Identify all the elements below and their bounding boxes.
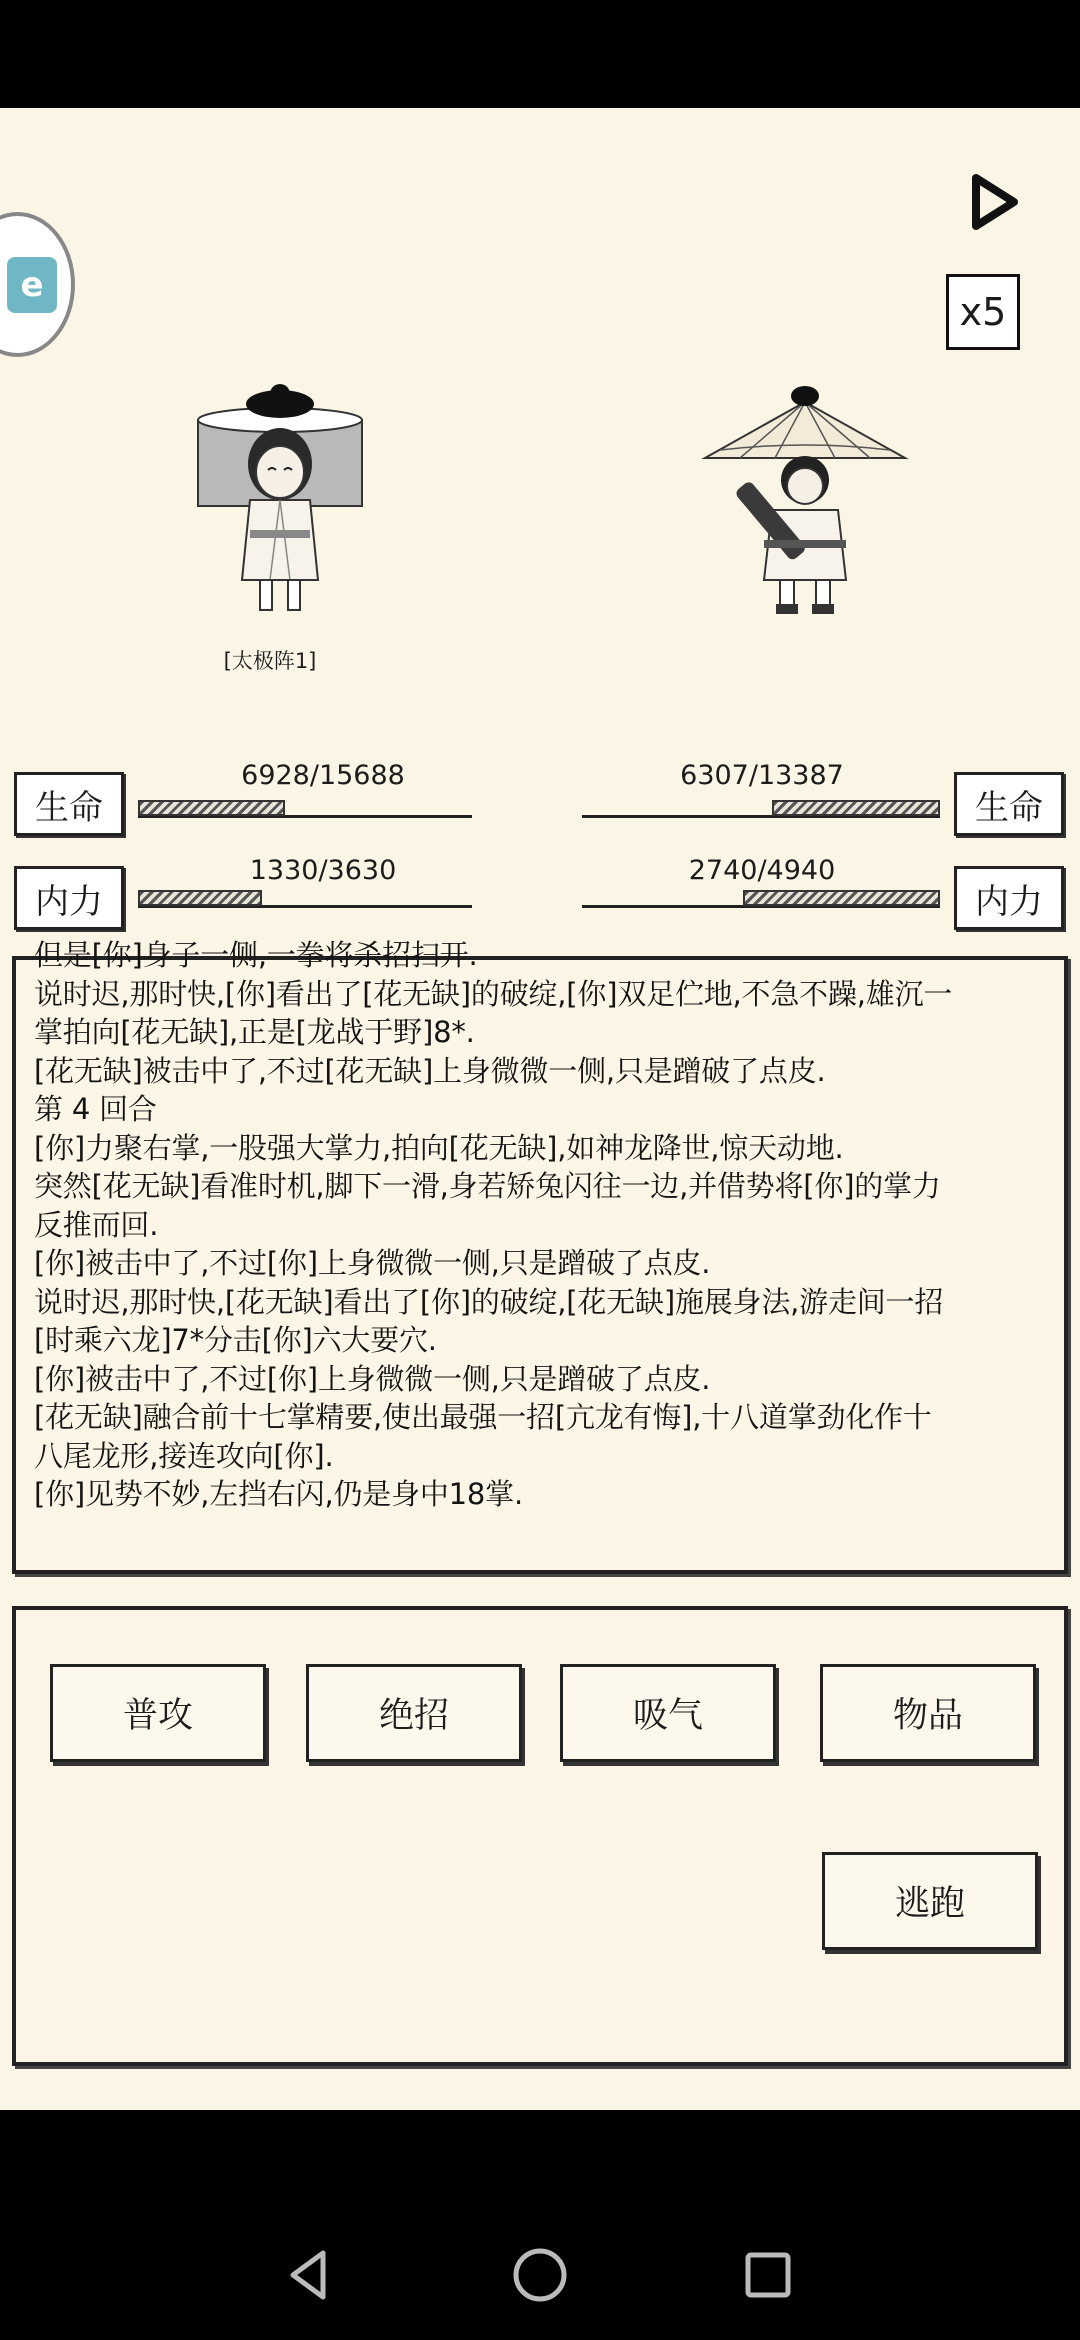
speed-toggle-button[interactable]: x5 <box>946 274 1020 350</box>
flee-button[interactable]: 逃跑 <box>822 1852 1038 1950</box>
home-icon[interactable] <box>505 2240 575 2310</box>
enemy-mp-label: 内力 <box>954 866 1064 930</box>
player-formation-label: [太极阵1] <box>223 649 317 673</box>
action-panel <box>12 1606 1068 2066</box>
log-line: 说时迟,那时快,[你]看出了[花无缺]的破绽,[你]双足伫地,不急不躁,雄沉一 <box>34 976 953 1011</box>
log-line: [你]见势不妙,左挡右闪,仍是身中18掌. <box>34 1477 523 1511</box>
log-line: 掌拍向[花无缺],正是[龙战于野]8*. <box>34 1015 475 1049</box>
player-mp-value: 1330/3630 <box>249 855 397 886</box>
player-hp-bar <box>138 800 472 818</box>
player-avatar-badge[interactable] <box>0 212 75 357</box>
attack-button[interactable]: 普攻 <box>50 1664 266 1762</box>
player-mp-label: 内力 <box>14 866 124 930</box>
breathe-button[interactable]: 吸气 <box>560 1664 776 1762</box>
status-bar <box>0 0 1080 108</box>
player-character-sprite <box>190 380 370 620</box>
recents-icon[interactable] <box>733 2240 803 2310</box>
ultimate-button[interactable]: 绝招 <box>306 1664 522 1762</box>
log-line: [你]力聚右掌,一股强大掌力,拍向[花无缺],如神龙降世,惊天动地. <box>34 1130 844 1165</box>
enemy-hp-label: 生命 <box>954 772 1064 836</box>
play-icon[interactable] <box>964 172 1024 232</box>
back-icon[interactable] <box>274 2240 344 2310</box>
enemy-mp-value: 2740/4940 <box>688 855 836 886</box>
enemy-hp-bar-fill <box>772 800 940 816</box>
log-line: 第 4 回合 <box>34 1092 157 1126</box>
player-mp-bar <box>138 890 472 908</box>
player-hp-value: 6928/15688 <box>241 760 405 791</box>
log-line: 说时迟,那时快,[花无缺]看出了[你]的破绽,[花无缺]施展身法,游走间一招 <box>34 1284 944 1319</box>
log-line: [花无缺]被击中了,不过[花无缺]上身微微一侧,只是蹭破了点皮. <box>34 1053 826 1088</box>
enemy-character-sprite <box>700 380 910 620</box>
avatar-logo-icon: e <box>7 257 57 313</box>
log-line: 八尾龙形,接连攻向[你]. <box>34 1438 334 1473</box>
log-line: 突然[花无缺]看准时机,脚下一滑,身若矫兔闪往一边,并借势将[你]的掌力 <box>34 1169 941 1203</box>
battle-log-list <box>34 936 1050 1514</box>
enemy-hp-bar <box>582 800 940 818</box>
player-hp-bar-fill <box>138 800 285 816</box>
log-line: 反推而回. <box>34 1207 159 1242</box>
battle-log-panel[interactable] <box>12 938 1068 1574</box>
player-hp-label: 生命 <box>14 772 124 836</box>
log-line: [时乘六龙]7*分击[你]六大要穴. <box>34 1323 437 1357</box>
enemy-mp-bar-fill <box>743 890 940 906</box>
log-line: [你]被击中了,不过[你]上身微微一侧,只是蹭破了点皮. <box>34 1361 711 1396</box>
log-line: [花无缺]融合前十七掌精要,使出最强一招[亢龙有悔],十八道掌劲化作十 <box>34 1400 932 1434</box>
log-line: [你]被击中了,不过[你]上身微微一侧,只是蹭破了点皮. <box>34 1246 711 1280</box>
enemy-hp-value: 6307/13387 <box>680 760 844 791</box>
enemy-mp-bar <box>582 890 940 908</box>
player-mp-bar-fill <box>138 890 262 906</box>
items-button[interactable]: 物品 <box>820 1664 1036 1762</box>
log-line: 但是[你]身子一侧,一拳将杀招扫开. <box>34 938 478 972</box>
